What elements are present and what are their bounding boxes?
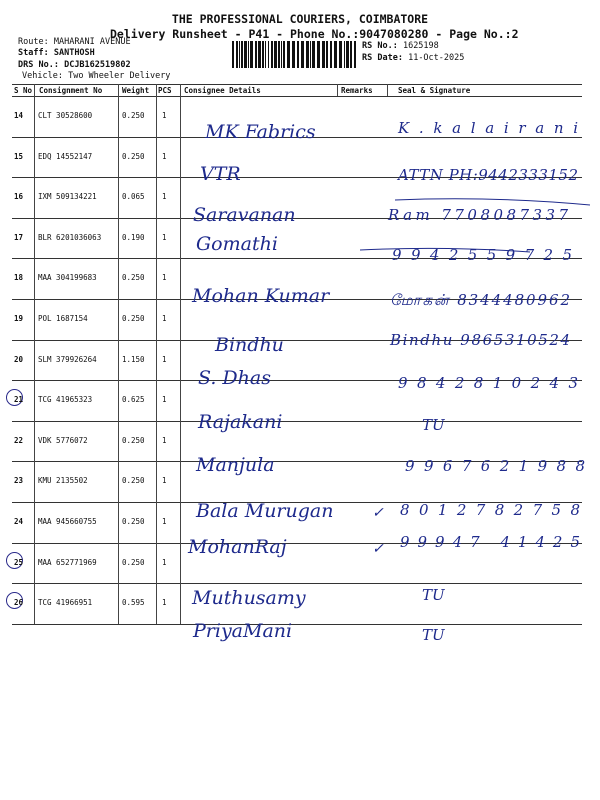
rs-date-line [362,53,464,63]
row-weight: 0.595 [122,598,145,608]
row-pcs: 1 [162,151,167,161]
signature-handwriting: Bindhu 9865310524 [390,331,570,349]
row-weight: 1.150 [122,354,145,364]
staff-value: SANTHOSH [53,48,95,58]
table-row [12,218,582,258]
row-pcs: 1 [162,354,167,364]
row-sno: 26 [14,598,24,608]
barcode-bar [248,41,249,68]
row-consignment: EDQ 14552147 [38,151,93,161]
row-weight: 0.250 [122,314,145,323]
row-sno: 16 [14,192,24,202]
drs-value: DCJB162519802 [64,60,131,70]
barcode-bar [236,41,238,68]
signature-handwriting: K.kalairani [398,119,578,137]
row-divider [12,502,582,503]
row-weight: 0.250 [122,557,145,567]
row-divider [12,258,582,259]
barcode-bar [306,41,309,68]
row-divider [12,624,582,625]
row-divider [12,543,582,544]
staff-line [18,48,95,58]
row-weight: 0.250 [122,151,145,161]
route-label: Route: [18,37,49,47]
column-divider [34,84,35,624]
row-divider [12,84,582,85]
vehicle-value: Two Wheeler Delivery [68,71,171,81]
row-consignment: MAA 652771969 [38,557,97,567]
table-header [12,84,582,96]
row-pcs: 1 [162,314,167,323]
signature-handwriting: TU [422,416,445,434]
barcode-bar [281,41,282,68]
row-sno: 17 [14,232,24,242]
rs-no-label: RS No.: [362,41,398,51]
barcode-bar [344,41,345,68]
consignee-handwriting: Mohan Kumar [192,285,330,307]
signature-handwriting: Ram 7708087337 [388,206,568,224]
consignee-handwriting: VTR [200,163,241,185]
row-divider [12,340,582,341]
row-consignment: BLR 6201036063 [38,232,102,242]
consignee-handwriting: Rajakani [198,411,283,433]
row-consignment: TCG 41966951 [38,598,93,608]
header-consignee: Consignee Details [184,86,261,95]
row-weight: 0.250 [122,273,145,283]
row-weight: 0.250 [122,517,145,526]
barcode-bar [287,41,290,68]
row-divider [12,137,582,138]
column-divider [387,84,388,96]
row-divider [12,421,582,422]
row-weight: 0.625 [122,395,145,405]
rs-date-label: RS Date: [362,53,403,63]
column-divider [156,84,157,624]
consignee-handwriting: Saravanan [193,204,296,226]
barcode-bar [339,41,342,68]
route-value: MAHARANI AVENUE [53,37,131,47]
row-divider [12,96,582,97]
header-signature: Seal & Signature [398,86,471,95]
barcode-image [232,41,358,68]
vehicle-line [22,71,170,81]
consignee-handwriting: MohanRaj [188,536,287,558]
barcode-bar [312,41,315,68]
table-row [12,177,582,217]
barcode-bar [278,41,280,68]
consignee-handwriting: Manjula [196,454,275,476]
row-weight: 0.250 [122,435,145,445]
row-sno: 20 [14,354,24,364]
row-divider [12,461,582,462]
row-consignment: VDK 5776072 [38,435,88,445]
barcode-bar [262,41,264,68]
row-divider [12,177,582,178]
table-row [12,340,582,380]
row-pcs: 1 [162,435,167,445]
row-weight: 0.250 [122,111,145,120]
row-consignment: IXM 509134221 [38,192,97,202]
consignee-handwriting: Gomathi [196,233,278,255]
vehicle-label: Vehicle: [22,71,63,81]
row-pcs: 1 [162,598,167,608]
table-row [12,583,582,623]
signature-handwriting: 9842810243 [398,374,578,392]
row-pcs: 1 [162,111,167,120]
row-sno: 24 [14,517,24,526]
remarks-mark: ✓ [372,541,384,557]
row-consignment: TCG 41965323 [38,395,93,405]
row-consignment: SLM 379926264 [38,354,97,364]
row-pcs: 1 [162,476,167,486]
barcode-bar [250,41,253,68]
drs-label: DRS No.: [18,60,59,70]
barcode-bar [350,41,352,68]
barcode-bar [255,41,257,68]
consignee-handwriting: PriyaMani [193,620,293,642]
table-row [12,461,582,501]
rs-no-value: 1625198 [402,41,439,51]
consignee-handwriting: MK Fabrics [205,121,316,143]
signature-handwriting: 99947 41425 [400,533,580,551]
company-title: THE PROFESSIONAL COURIERS, COIMBATORE [171,12,429,26]
barcode-bar [258,41,261,68]
barcode-bar [322,41,325,68]
header-weight: Weight [122,86,150,95]
table-row [12,299,582,339]
barcode-bar [239,41,240,68]
header-consignment: Consignment No [39,86,103,95]
barcode-bar [232,41,234,68]
table-row [12,380,582,420]
row-sno: 15 [14,151,24,161]
row-pcs: 1 [162,232,167,242]
rs-date-value: 11-Oct-2025 [408,53,465,63]
row-pcs: 1 [162,273,167,283]
barcode-bar [292,41,295,68]
row-divider [12,218,582,219]
header-remarks: Remarks [341,86,373,95]
row-consignment: KMU 2135502 [38,476,88,486]
row-sno: 22 [14,435,24,445]
table-row [12,543,582,583]
consignee-handwriting: Muthusamy [192,587,306,609]
signature-handwriting: TU [422,626,445,644]
row-consignment: POL 1687154 [38,314,88,323]
row-pcs: 1 [162,192,167,202]
signature-handwriting: 8012782758 [400,501,580,519]
table-row [12,502,582,542]
row-consignment: CLT 30528600 [38,111,93,120]
header-sno: S No [14,86,33,95]
row-pcs: 1 [162,517,167,526]
signature-handwriting: 9967621988 [405,457,585,475]
barcode-bar [241,41,243,68]
barcode-bar [244,41,247,68]
row-divider [12,380,582,381]
barcode-bar [297,41,299,68]
route-line [18,37,131,47]
row-consignment: MAA 945660755 [38,517,97,526]
barcode-bar [268,41,269,68]
barcode-bar [334,41,337,68]
table-row [12,137,582,177]
row-weight: 0.190 [122,232,145,242]
row-consignment: MAA 304199683 [38,273,97,283]
row-sno: 19 [14,314,24,323]
row-sno: 18 [14,273,24,283]
barcode-bar [326,41,328,68]
barcode-bar [346,41,349,68]
signature-handwriting: ATTN PH:9442333152 [398,166,578,184]
row-sno: 23 [14,476,24,486]
barcode-bar [283,41,285,68]
staff-label: Staff: [18,48,49,58]
barcode-bar [354,41,356,68]
table-row [12,421,582,461]
row-weight: 0.250 [122,476,145,486]
column-divider [180,84,181,624]
column-divider [118,84,119,624]
row-sno: 21 [14,395,24,405]
remarks-mark: ✓ [372,505,384,521]
row-divider [12,299,582,300]
signature-handwriting: TU [422,586,445,604]
drs-line [18,60,131,70]
barcode-bar [265,41,266,68]
table-row [12,258,582,298]
signature-handwriting: 9942559725 [392,246,572,264]
column-divider [337,84,338,96]
barcode-bar [317,41,320,68]
header-pcs: PCS [158,86,172,95]
runsheet-title: Delivery Runsheet - P41 - Phone No.:9047080280 - Page No.:2 [110,27,519,41]
consignee-handwriting: Bindhu [215,334,284,356]
barcode-bar [301,41,304,68]
rs-no-line [362,41,439,51]
row-pcs: 1 [162,557,167,567]
table-row [12,96,582,136]
barcode-bar [274,41,277,68]
row-weight: 0.065 [122,192,145,202]
signature-handwriting: மோகன் 8344480962 [390,291,570,309]
barcode-bar [310,41,311,68]
consignee-handwriting: S. Dhas [198,367,271,389]
row-sno: 14 [14,111,24,120]
barcode-bar [271,41,273,68]
consignee-handwriting: Bala Murugan [196,500,334,522]
row-pcs: 1 [162,395,167,405]
barcode-bar [330,41,332,68]
row-divider [12,583,582,584]
row-sno: 25 [14,557,24,567]
